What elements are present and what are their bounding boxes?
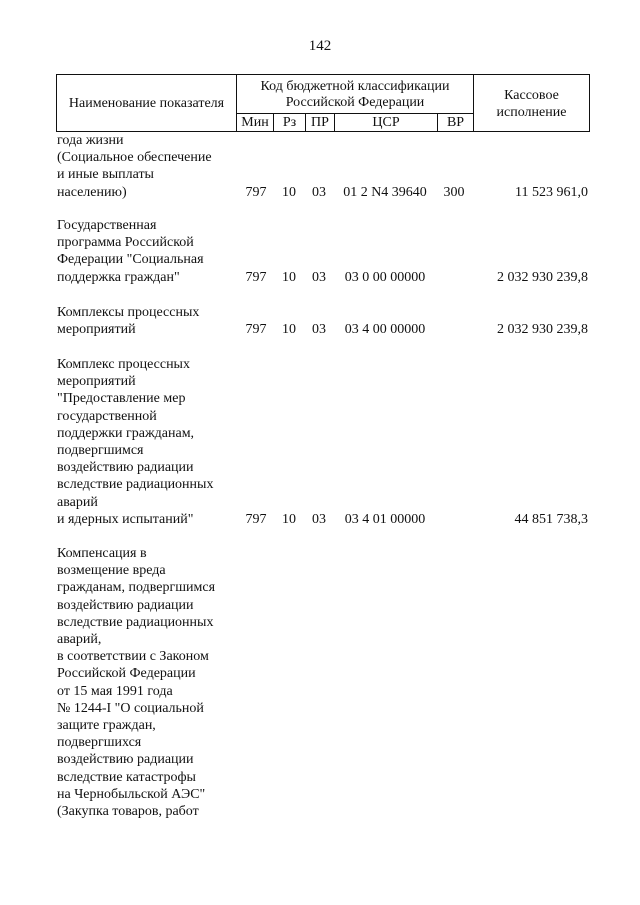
row-rz: 10	[282, 511, 296, 527]
row-min: 797	[245, 511, 267, 527]
row-name: Комплекс процессных мероприятий "Предоставление мер государственной поддержки гражданам, подвергшимся воздействию радиации вследствие радиационных аварий и ядерных испытаний"	[57, 357, 214, 527]
table-header	[56, 74, 590, 132]
row-min: 797	[245, 322, 267, 338]
row-pr: 03	[312, 184, 326, 200]
header-budget-code-line2: Российской Федерации	[285, 95, 425, 110]
header-csr: ЦСР	[372, 115, 400, 130]
row-sum: 2 032 930 239,8	[497, 322, 588, 338]
row-sum: 2 032 930 239,8	[497, 269, 588, 285]
row-sum: 44 851 738,3	[514, 511, 588, 527]
header-pr: ПР	[311, 115, 329, 130]
row-name: Комплексы процессных мероприятий	[57, 305, 200, 338]
header-exec-line1: Кассовое	[504, 88, 559, 103]
header-exec-line2: исполнение	[496, 105, 567, 120]
header-rz: Рз	[282, 115, 297, 130]
row-pr: 03	[312, 511, 326, 527]
row-name: Компенсация в возмещение вреда гражданам, подвергшимся воздействию радиации вследствие радиационных аварий, в соответствии с Законом Российской Федерации от 15 мая 1991 года № 1244-I "О социальной защите граждан, подвергшихся воздействию радиации вследствие катастрофы на Чернобыльской АЭС" (Закупка товаров, работ	[57, 546, 216, 820]
header-min: Мин	[241, 115, 269, 130]
row-name: Государственная программа Российской Федерации "Социальная поддержка граждан"	[57, 218, 204, 285]
row-rz: 10	[282, 269, 296, 285]
header-vr: ВР	[446, 115, 465, 130]
row-name: года жизни (Социальное обеспечение и иные выплаты населению)	[57, 133, 212, 200]
row-min: 797	[245, 269, 267, 285]
row-csr: 03 4 01 00000	[344, 511, 426, 527]
row-sum: 11 523 961,0	[515, 184, 588, 200]
row-csr: 03 0 00 00000	[344, 269, 426, 285]
row-csr: 03 4 00 00000	[344, 322, 426, 338]
row-vr: 300	[443, 184, 465, 200]
row-csr: 01 2 N4 39640	[343, 184, 427, 200]
row-rz: 10	[282, 322, 296, 338]
row-min: 797	[245, 184, 267, 200]
row-pr: 03	[312, 322, 326, 338]
header-name-column: Наименование показателя	[68, 96, 225, 111]
header-budget-code-line1: Код бюджетной классификации	[260, 79, 450, 94]
row-pr: 03	[312, 269, 326, 285]
row-rz: 10	[282, 184, 296, 200]
page-number: 142	[308, 38, 332, 54]
